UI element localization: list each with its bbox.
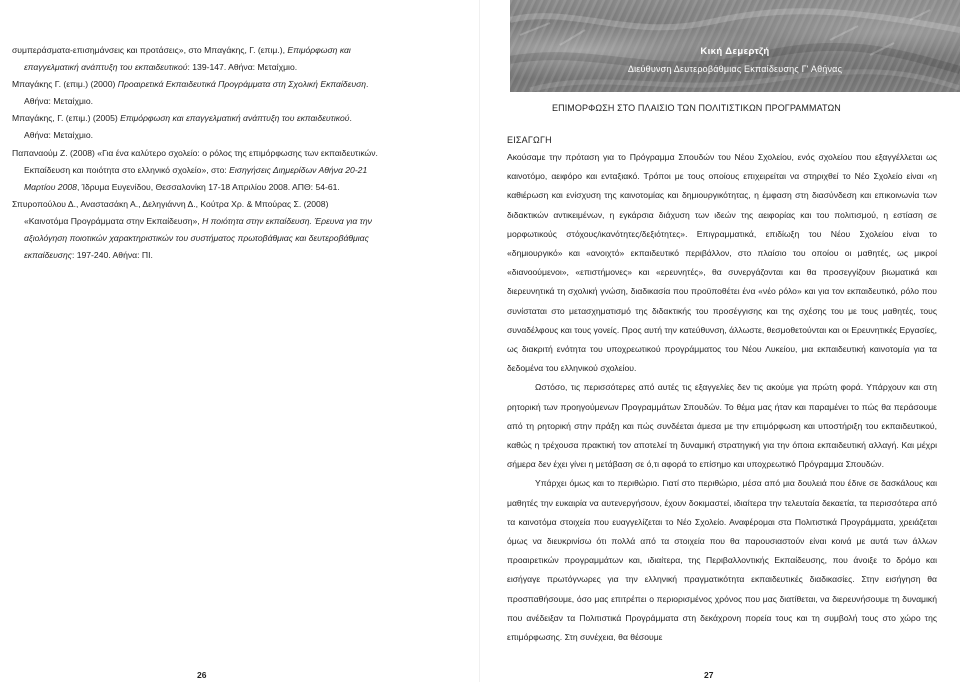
italic-text: καινοτόμο, αειφόρο και ενταξιακό	[507, 171, 638, 182]
italic-text: Προαιρετικά Εκπαιδευτικά Προγράμματα στη Σχολική Εκπαίδευση	[117, 79, 367, 90]
reference-line	[12, 110, 424, 127]
reference-entry	[12, 110, 424, 144]
section-heading: ΕΙΣΑΓΩΓΗ	[507, 135, 552, 145]
text-run: Ακούσαμε την πρόταση για το Πρόγραμμα Σπουδών του Νέου Σχολείου, ενός σχολείου που εξαγγέλλεται ως	[507, 152, 937, 162]
page-number-right: 27	[704, 670, 714, 680]
italic-text: Εισηγήσεις Διημερίδων Αθήνα 20-21	[229, 164, 368, 175]
text-run: .	[366, 79, 369, 90]
text-run: : 197-240. Αθήνα: ΠΙ.	[71, 250, 153, 261]
author-name: Κική Δεμερτζή	[700, 46, 770, 57]
text-run: συμπεράσματα-επισημάνσεις και προτάσεις», στο Μπαγάκης, Γ. (επιμ.),	[12, 45, 288, 55]
author-position: Διεύθυνση Δευτεροβάθμιας Εκπαίδευσης Γ' Αθήνας	[627, 64, 843, 74]
body-paragraph	[507, 474, 937, 647]
italic-text: Μαρτίου 2008	[24, 181, 77, 192]
article-title: ΕΠΙΜΟΡΦΩΣΗ ΣΤΟ ΠΛΑΙΣΙΟ ΤΩΝ ΠΟΛΙΤΙΣΤΙΚΩΝ ΠΡΟΓΡΑΜΜΑΤΩΝ	[552, 103, 841, 113]
text-run: , Ίδρυμα Ευγενίδου, Θεσσαλονίκη 17-18 Απριλίου 2008. ΑΠΘ: 54-61.	[76, 181, 340, 192]
text-run: Παπαναούμ Ζ. (2008) «Για ένα καλύτερο σχολείο: ο ρόλος της επιμόρφωσης των εκπαιδευτικών.	[12, 147, 378, 158]
text-run: : 139-147. Αθήνα: Μεταίχμιο.	[187, 62, 298, 73]
reference-line	[12, 179, 424, 196]
body-paragraph	[507, 378, 937, 474]
text-run: Μπαγάκης Γ. (επιμ.) (2000)	[12, 79, 118, 90]
reference-line	[12, 127, 424, 144]
page-number-left: 26	[197, 670, 207, 680]
text-run: Αθήνα: Μεταίχμιο.	[24, 130, 94, 141]
italic-text: αξιολόγηση ποιοτικών χαρακτηριστικών του συστήματος πρωτοβάθμιας και δευτεροβάθμιας	[24, 233, 369, 244]
header-banner	[510, 0, 960, 92]
text-run: Σπυροπούλου Δ., Αναστασάκη Α., Δεληγιάννη Δ., Κούτρα Χρ. & Μπούρας Σ. (2008)	[12, 198, 329, 209]
text-run: Αθήνα: Μεταίχμιο.	[24, 96, 94, 107]
right-page	[480, 0, 960, 682]
reference-line	[12, 230, 424, 247]
italic-text: εκπαίδευσης	[24, 250, 72, 261]
article-body	[507, 148, 937, 647]
text-run: Ωστόσο, τις περισσότερες από αυτές τις εξαγγελίες δεν τις ακούμε για πρώτη φορά. Υπάρχουν και στη ρητορική των προηγούμενων Προγραμμάτων Σπουδών. Το θέμα μας ήταν και παραμένει το πώς θα περάσουμε από τη ρητορική στην πράξη και πώς συνδέεται άμεσα με την επιμόρφωση και υποστήριξη του εκπαιδευτικού, καθώς η τρέχουσα πρακτική τον αποτελεί τη δυναμική στρατηγική για την όποια εκπαιδευτική αλλαγή. Και μέχρι σήμερα δεν έχει γίνει η μετάβαση σε ό,τι αφορά το επίσημο και υποχρεωτικό Πρόγραμμα Σπουδών.	[507, 382, 937, 470]
reference-line	[12, 145, 424, 162]
text-run: . Τρόποι με τους οποίους επιχειρείται να στηριχθεί το Νέο Σχολείο είναι «η καθιέρωση και ενίσχυση της καινοτομίας και δημιουργικότητας, η έμφαση στη διασύνδεση και επικοινωνία των διδακτικών αντικειμένων, η εγκάρσια διάχυση των ιδεών της αειφορίας και του πολιτισμού, η εστίαση σε μορφωτικούς στόχους/ικανότητες/δεξιότητες». Επιγραμματικά, επιδίωξη του Νέου Σχολείου είναι το «δημιουργικό» και «ανοιχτό» εκπαιδευτικό περιβάλλον, στο πλαίσιο του οποίου οι μαθητές, ως μικροί «διανοούμενοι», «επιστήμονες» και «ερευνητές», θα συνεργάζονται και θα προσεγγίζουν βιωματικά και διερευνητικά τη σχολική γνώση, διαδικασία που προϋποθέτει ένα «νέο ρόλο» και για τον εκπαιδευτικό, ρόλο που συνίσταται στο μετασχηματισμό της διδακτικής του προσέγγισης και της σχέσης του με τους μαθητές, τους συναδέλφους και τους γονείς. Προς αυτή την κατεύθυνση, άλλωστε, θεσμοθετούνται και οι Ερευνητικές Εργασίες, ως διακριτή ενότητα του υποχρεωτικού προγράμματος του Νέου Λυκείου, μια εκπαιδευτική καινοτομία για τα δεδομένα του ελληνικού σχολείου.	[507, 171, 938, 374]
reference-line	[12, 213, 424, 230]
text-run: .	[349, 113, 352, 124]
reference-line	[12, 76, 424, 93]
reference-entry	[12, 76, 424, 110]
references-list	[12, 42, 424, 264]
reference-entry	[12, 196, 424, 264]
reference-line	[12, 42, 424, 59]
text-run: Εκπαίδευση και ποιότητα στο ελληνικό σχολείο», στο:	[24, 164, 230, 175]
reference-line	[12, 59, 424, 76]
reference-line	[12, 93, 424, 110]
reference-entry	[12, 42, 424, 76]
italic-text: Η ποιότητα στην εκπαίδευση. Έρευνα για την	[202, 215, 372, 226]
italic-text: Επιμόρφωση και	[287, 45, 351, 55]
reference-line	[12, 196, 424, 213]
italic-text: επαγγελματική ανάπτυξη του εκπαιδευτικού	[24, 62, 188, 73]
italic-text: Επιμόρφωση και επαγγελματική ανάπτυξη του εκπαιδευτικού	[120, 113, 350, 124]
body-paragraph	[507, 148, 937, 378]
reference-line	[12, 162, 424, 179]
reference-entry	[12, 145, 424, 196]
text-run: Μπαγάκης, Γ. (επιμ.) (2005)	[12, 113, 121, 124]
text-run: Υπάρχει όμως και το περιθώριο. Γιατί στο περιθώριο, μέσα από μια δουλειά που έδινε σε δασκάλους και μαθητές την ευκαιρία να αυτενεργήσουν, έχουν δοκιμαστεί, ιδιαίτερα την τελευταία δεκαετία, τα περισσότερα από τα καινοτόμα στοιχεία που ευαγγελίζεται το Νέο Σχολείο. Αναφέρομαι στα Πολιτιστικά Προγράμματα, χρειάζεται όμως να διευκρινίσω ότι πολλά από τα στοιχεία που θα παρουσιαστούν είναι κοινά με αυτά των άλλων προαιρετικών προγραμμάτων και, ιδιαίτερα, της Περιβαλλοντικής Εκπαίδευσης, που άνοιξε το δρόμο και εισήγαγε πρωτόγνωρες για την ελληνική πραγματικότητα εκπαιδευτικές διαδικασίες. Στην εισήγηση θα προσπαθήσουμε, όσο μας επιτρέπει ο περιορισμένος χρόνος που μας διατίθεται, να διερευνήσουμε τη δυναμική που ανέδειξαν τα Πολιτιστικά Προγράμματα στη δεκάχρονη πορεία τους και τη συμβολή τους στο χώρο της επιμόρφωσης. Στη συνέχεια, θα θέσουμε	[507, 478, 937, 643]
text-run: «Καινοτόμα Προγράμματα στην Εκπαίδευση»,	[24, 215, 203, 226]
reference-line	[12, 247, 424, 264]
